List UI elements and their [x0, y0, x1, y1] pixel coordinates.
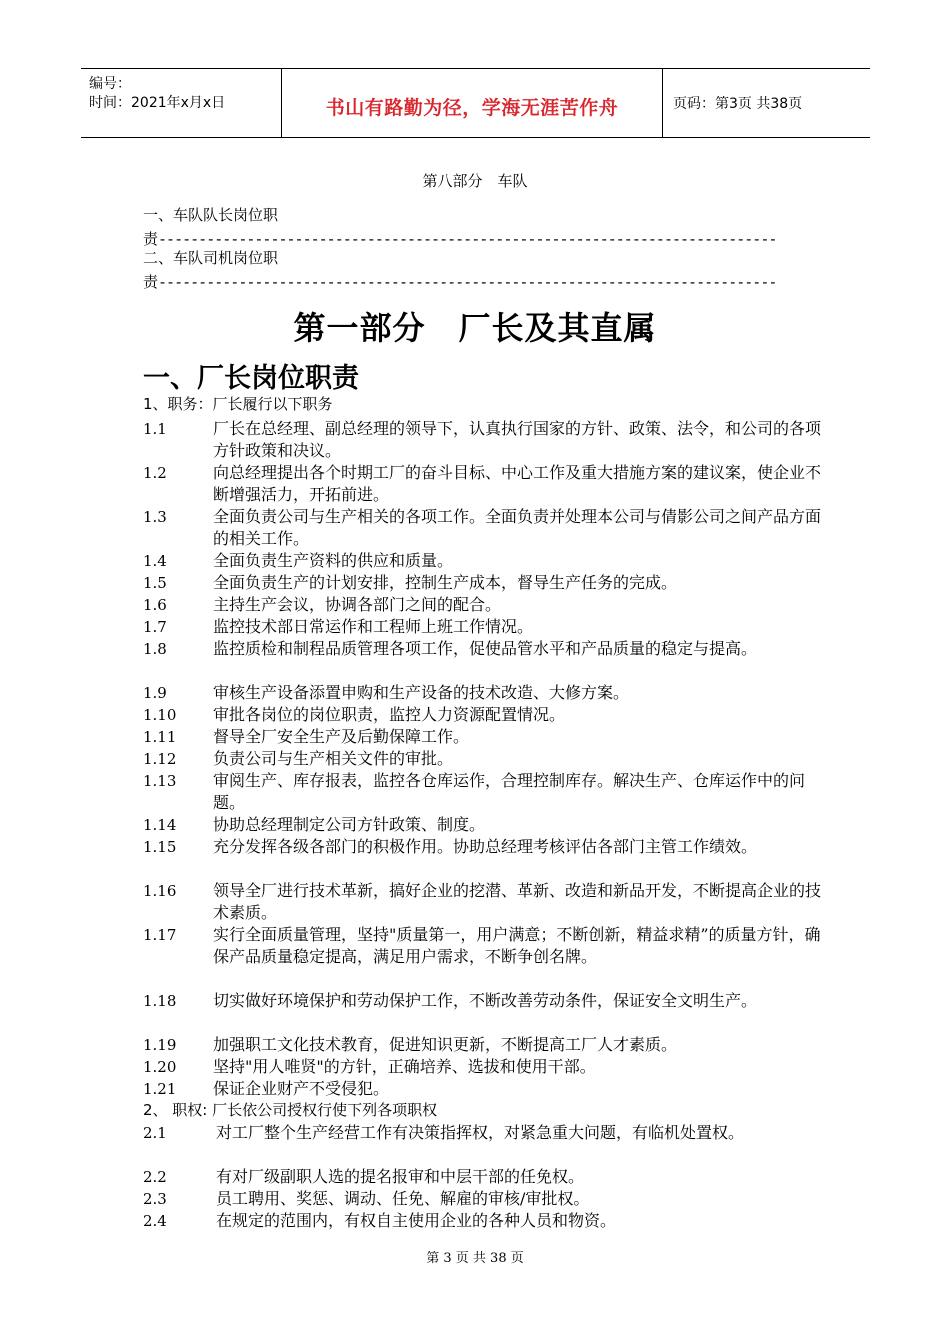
duty-text: 实行全面质量管理，坚持"质量第一，用户满意；不断创新，精益求精”的质量方针，确保产品质量稳定提高，满足用户需求，不断争创名牌。	[213, 925, 821, 966]
duty-number: 1.12	[143, 750, 177, 768]
part-title: 第一部分 厂长及其直属	[293, 309, 657, 347]
duty-text: 厂长在总经理、副总经理的领导下，认真执行国家的方针、政策、法令，和公司的各项方针政策和决议。	[213, 419, 822, 460]
duty-text: 全面负责生产的计划安排，控制生产成本，督导生产任务的完成。	[213, 573, 678, 592]
duty-text: 全面负责公司与生产相关的各项工作。全面负责并处理本公司与倩影公司之间产品方面的相关工作。	[213, 507, 822, 548]
header-motto-cell	[282, 69, 663, 137]
power-text: 有对厂级副职人选的提名报审和中层干部的任免权。	[216, 1167, 585, 1186]
toc-leader-dashes: -----------------------------------------------------------------------------	[158, 230, 777, 248]
duty-text: 加强职工文化技术教育，促进知识更新，不断提高工厂人才素质。	[213, 1035, 678, 1054]
section-title: 一、厂长岗位职责	[143, 363, 359, 394]
motto: 书山有路勤为径，学海无涯苦作舟	[325, 97, 619, 119]
duty-number: 1.5	[143, 574, 167, 592]
duty-number: 1.18	[143, 992, 177, 1010]
power-text: 在规定的范围内，有权自主使用企业的各种人员和物资。	[216, 1211, 617, 1230]
power-text: 员工聘用、奖惩、调动、任免、解雇的审核/审批权。	[216, 1189, 590, 1208]
serial-label: 编号：	[89, 76, 131, 92]
duty-number: 1.10	[143, 706, 177, 724]
duty-number: 1.17	[143, 926, 177, 944]
duty-text: 协助总经理制定公司方针政策、制度。	[213, 815, 486, 834]
power-number: 2.2	[143, 1168, 167, 1186]
duty-number: 1.16	[143, 882, 177, 900]
toc-title: 第八部分 车队	[422, 172, 528, 190]
toc-entry-label-tail: 责	[143, 273, 159, 291]
page-code: 页码：第3页 共38页	[673, 96, 803, 112]
duty-text: 领导全厂进行技术革新，搞好企业的挖潜、革新、改造和新品开发，不断提高企业的技术素质。	[213, 881, 822, 922]
header-info-cell	[81, 69, 282, 137]
toc-entry[interactable]	[143, 246, 776, 294]
duty-text: 审阅生产、库存报表，监控各仓库运作，合理控制库存。解决生产、仓库运作中的问题。	[213, 771, 806, 812]
duty-text: 督导全厂安全生产及后勤保障工作。	[213, 727, 470, 746]
duty-number: 1.14	[143, 816, 177, 834]
duty-number: 1.15	[143, 838, 177, 856]
toc-entry-label: 一、车队队长岗位职	[143, 206, 279, 224]
duty-text: 审核生产设备添置申购和生产设备的技术改造、大修方案。	[213, 683, 630, 702]
duty-number: 1.11	[143, 728, 177, 746]
toc-leader-dashes: -----------------------------------------------------------------------------	[158, 273, 777, 291]
duty-text: 主持生产会议，协调各部门之间的配合。	[213, 595, 502, 614]
duty-number: 1.2	[143, 464, 167, 482]
power-number: 2.4	[143, 1212, 167, 1230]
duties-heading: 1、职务：厂长履行以下职务	[143, 395, 333, 413]
time-label: 时间：2021年x月x日	[89, 95, 226, 111]
duty-text: 向总经理提出各个时期工厂的奋斗目标、中心工作及重大措施方案的建议案，使企业不断增强活力，开拓前进。	[213, 463, 822, 504]
powers-heading: 2、 职权: 厂长依公司授权行使下列各项职权	[143, 1101, 438, 1119]
duty-number: 1.4	[143, 552, 167, 570]
duty-number: 1.1	[143, 420, 167, 438]
power-number: 2.3	[143, 1190, 167, 1208]
duty-number: 1.6	[143, 596, 167, 614]
duty-text: 坚持"用人唯贤"的方针，正确培养、选拔和使用干部。	[213, 1057, 596, 1076]
duty-text: 审批各岗位的岗位职责，监控人力资源配置情况。	[213, 705, 566, 724]
duty-number: 1.19	[143, 1036, 177, 1054]
duty-text: 切实做好环境保护和劳动保护工作，不断改善劳动条件，保证安全文明生产。	[213, 991, 758, 1010]
duty-text: 保证企业财产不受侵犯。	[213, 1079, 390, 1098]
header-page-cell	[663, 69, 870, 137]
duty-text: 监控技术部日常运作和工程师上班工作情况。	[213, 617, 534, 636]
power-number: 2.1	[143, 1124, 167, 1142]
duty-number: 1.9	[143, 684, 167, 702]
duty-text: 充分发挥各级各部门的积极作用。协助总经理考核评估各部门主管工作绩效。	[213, 837, 758, 856]
toc-entry-leader	[143, 270, 776, 294]
duty-number: 1.7	[143, 618, 167, 636]
duty-text: 全面负责生产资料的供应和质量。	[213, 551, 454, 570]
power-text: 对工厂整个生产经营工作有决策指挥权，对紧急重大问题，有临机处置权。	[216, 1123, 745, 1142]
duty-number: 1.3	[143, 508, 167, 526]
duty-number: 1.21	[143, 1080, 177, 1098]
duty-text: 监控质检和制程品质管理各项工作，促使品管水平和产品质量的稳定与提高。	[213, 639, 758, 658]
toc-entry-label-tail: 责	[143, 230, 159, 248]
toc-entry[interactable]	[143, 203, 776, 251]
duty-text: 负责公司与生产相关文件的审批。	[213, 749, 454, 768]
page-header	[81, 68, 870, 138]
page-footer: 第 3 页 共 38 页	[426, 1251, 524, 1266]
duty-number: 1.8	[143, 640, 167, 658]
duty-number: 1.20	[143, 1058, 177, 1076]
toc-entry-label: 二、车队司机岗位职	[143, 249, 279, 267]
duty-number: 1.13	[143, 772, 177, 790]
